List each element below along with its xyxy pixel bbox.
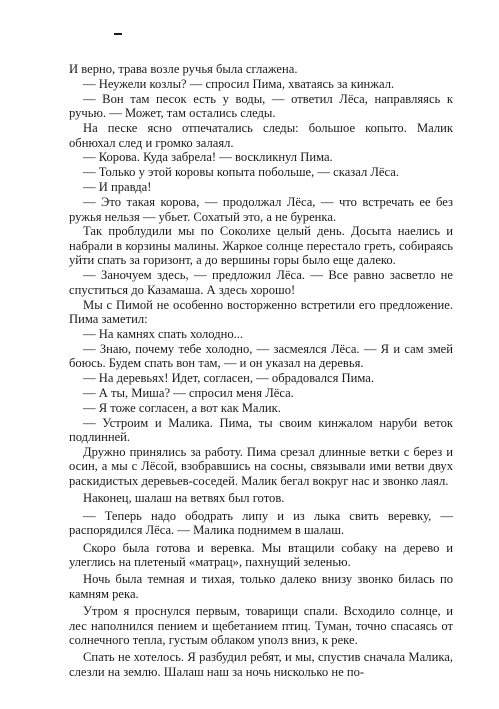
- paragraph: — И правда!: [83, 180, 152, 195]
- paragraph: — А ты, Миша? — спросил меня Лёса.: [83, 385, 294, 400]
- paragraph: — На камнях спать холодно...: [83, 326, 244, 341]
- paragraph: — Неужели козлы? — спросил Пима, хватаясь за кинжал.: [83, 76, 395, 91]
- paragraph: Дружно принялись за работу. Пима срезал длинные ветки с берез и осин, а мы с Лёсой, взобравшись на сосны, связывали ими ветви двух раскидистых деревьев-соседей. Малик бегал вокруг нас и звонко лаял.: [69, 445, 453, 488]
- paragraph: — Вон там песок есть у воды, — ответил Лёса, направляясь к ручью. — Может, там остались следы.: [69, 91, 453, 121]
- paragraph: Скоро была готова и веревка. Мы втащили собаку на дерево и улеглись на плетеный «матрац», пахнущий зеленью.: [69, 540, 453, 569]
- paragraph: — Устроим и Малика. Пима, ты своим кинжалом наруби веток подлинней.: [69, 415, 453, 445]
- paragraph: На песке ясно отпечатались следы: большое копыто. Малик обнюхал след и громко залаял.: [69, 121, 453, 150]
- paragraph: — Это такая корова, — продолжал Лёса, — что встречать ее без ружья нельзя — убьет. Сохатый это, а не буренка.: [69, 195, 453, 224]
- paragraph: Утром я проснулся первым, товарищи спали. Всходило солнце, и лес наполнился пением и щебетанием птиц. Туман, точно спасаясь от солнечного тепла, густым облаком уполз вниз, к реке.: [69, 604, 453, 647]
- paragraph: — Корова. Куда забрела! — воскликнул Пима.: [83, 150, 333, 165]
- paragraph: Спать не хотелось. Я разбудил ребят, и мы, спустив сначала Малика, слезли на землю. Шалаш наш за ночь нисколько не по-: [69, 650, 453, 679]
- paragraph: — На деревьях! Идет, согласен, — обрадовался Пима.: [83, 371, 374, 386]
- paragraph: Наконец, шалаш на ветвях был готов.: [83, 491, 285, 506]
- page-header-mark: [114, 33, 122, 35]
- paragraph: Так проблудили мы по Соколихе целый день. Досыта наелись и набрали в корзины малины. Жаркое солнце перестало греть, собираясь уйти спать за горизонт, а до вершины горы было еще далеко.: [69, 224, 453, 268]
- paragraph: — Теперь надо ободрать липу и из лыка свить веревку, — распорядился Лёса. — Малика поднимем в шалаш.: [69, 508, 453, 538]
- paragraph: — Я тоже согласен, а вот как Малик.: [83, 400, 281, 415]
- paragraph: — Только у этой коровы копыта побольше, — сказал Лёса.: [83, 165, 399, 180]
- paragraph: И верно, трава возле ручья была сглажена.: [69, 62, 298, 76]
- paragraph: — Заночуем здесь, — предложил Лёса. — Все равно засветло не спуститься до Казамаша. А здесь хорошо!: [69, 268, 453, 297]
- paragraph: — Знаю, почему тебе холодно, — засмеялся Лёса. — Я и сам змей боюсь. Будем спать вон там, — и он указал на деревья.: [69, 341, 453, 371]
- paragraph: Мы с Пимой не особенно восторженно встретили его предложение. Пима заметил:: [69, 297, 453, 326]
- paragraph: Ночь была темная и тихая, только далеко внизу звонко билась по камням река.: [69, 572, 453, 601]
- page-body-text: [69, 62, 453, 680]
